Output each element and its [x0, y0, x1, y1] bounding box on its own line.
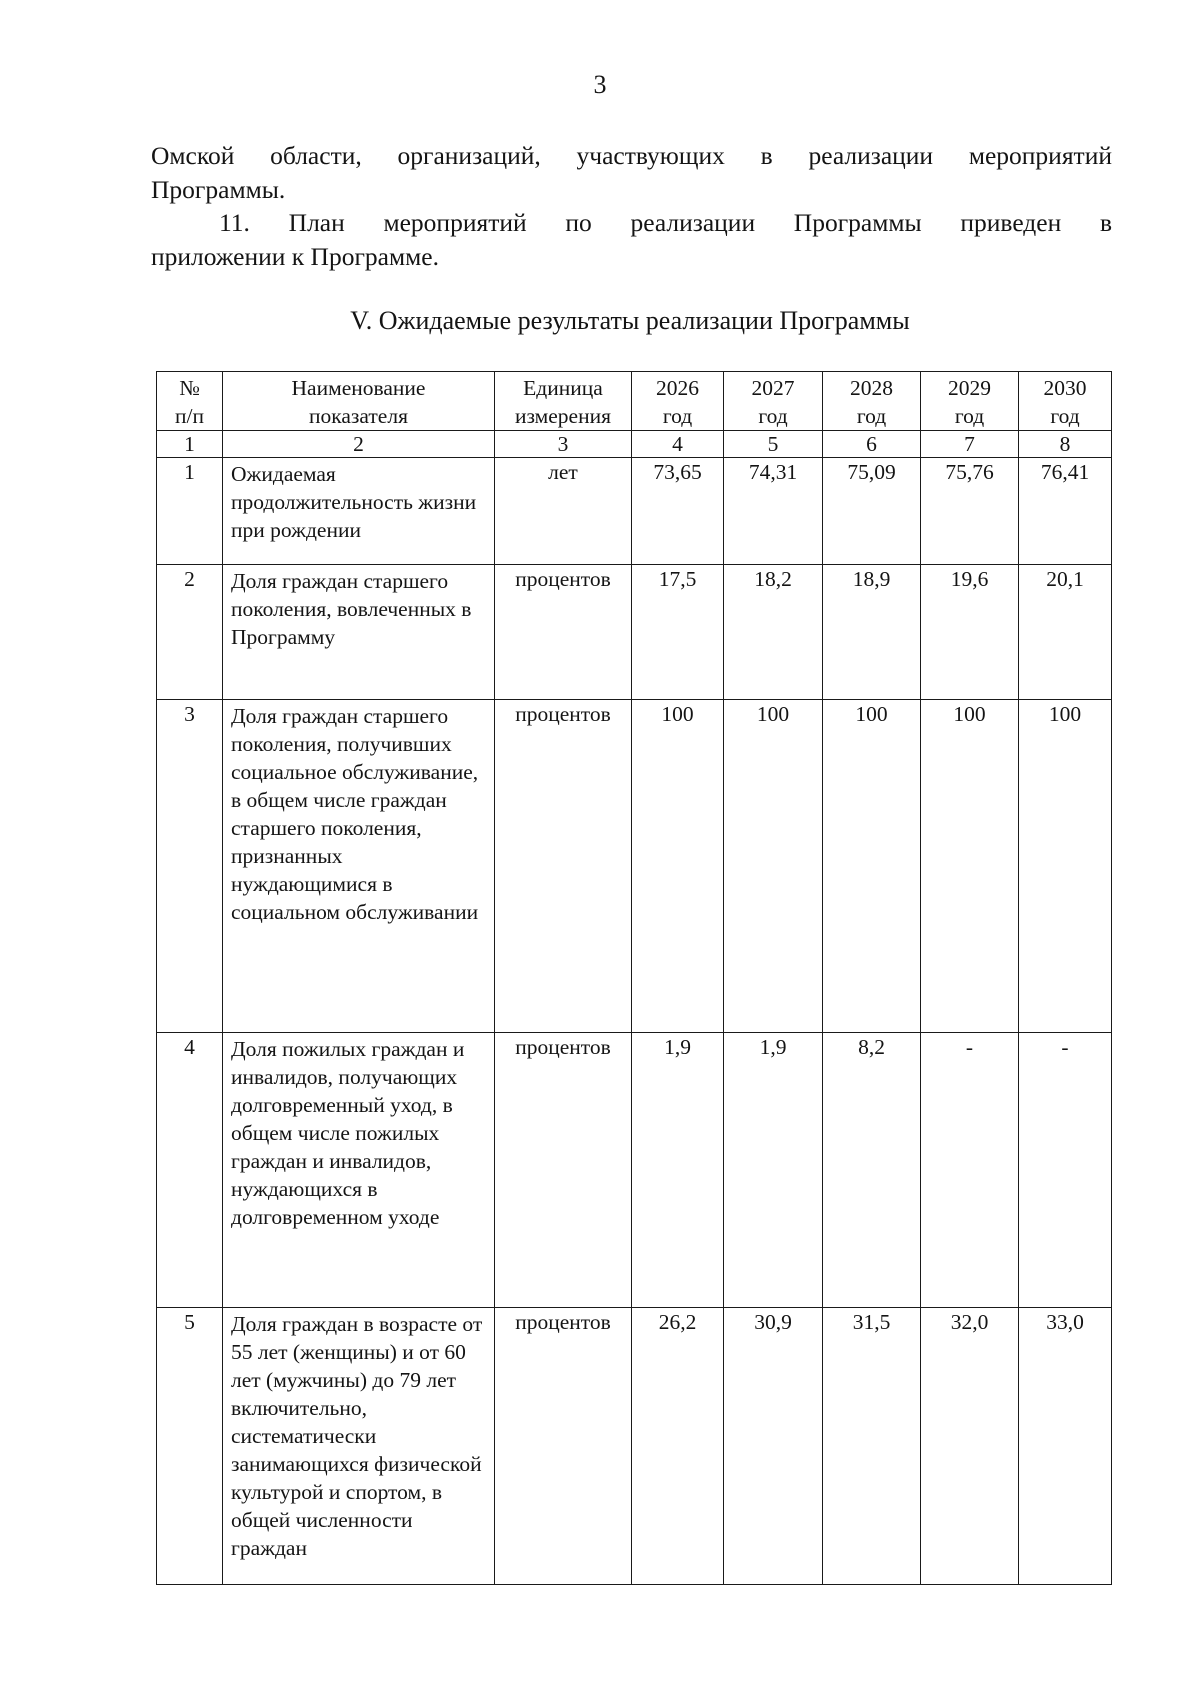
row-number: 3 [157, 700, 223, 1033]
indicator-name: Доля граждан старшего поколения, вовлеченных в Программу [223, 565, 495, 700]
value-2026: 1,9 [632, 1033, 724, 1308]
value-2026: 73,65 [632, 458, 724, 565]
column-index: 6 [823, 431, 921, 458]
value-2026: 17,5 [632, 565, 724, 700]
header-unit [495, 372, 632, 431]
value-2028: 75,09 [823, 458, 921, 565]
indicator-name: Доля граждан старшего поколения, получивших социальное обслуживание, в общем числе граждан старшего поколения, признанных нуждающимися в социальном обслуживании [223, 700, 495, 1033]
row-number: 1 [157, 458, 223, 565]
value-2029: 100 [921, 700, 1019, 1033]
header-text: п/п [175, 404, 204, 428]
table-header-row [157, 372, 1112, 431]
row-number: 4 [157, 1033, 223, 1308]
intro-line-2: Программы. [151, 175, 286, 204]
indicator-name: Ожидаемая продолжительность жизни при рождении [223, 458, 495, 565]
header-text: год [662, 404, 693, 428]
value-2027: 1,9 [724, 1033, 823, 1308]
intro-line-1: Омской области, организаций, участвующих в реализации мероприятий [151, 141, 1112, 170]
header-year-2027 [724, 372, 823, 431]
unit-cell: процентов [495, 1033, 632, 1308]
value-2027: 74,31 [724, 458, 823, 565]
header-text: 2028 [850, 376, 893, 400]
intro-line-3: 11. План мероприятий по реализации Программы приведен в [219, 208, 1112, 237]
table-row [157, 565, 1112, 700]
column-index: 4 [632, 431, 724, 458]
column-index: 1 [157, 431, 223, 458]
unit-cell: процентов [495, 565, 632, 700]
header-year-2026 [632, 372, 724, 431]
unit-cell: процентов [495, 700, 632, 1033]
value-2028: 100 [823, 700, 921, 1033]
value-2029: 75,76 [921, 458, 1019, 565]
header-text: Единица [523, 376, 603, 400]
header-name [223, 372, 495, 431]
indicator-name: Доля пожилых граждан и инвалидов, получающих долговременный уход, в общем числе пожилых граждан и инвалидов, нуждающихся в долговременном уходе [223, 1033, 495, 1308]
header-text: измерения [514, 404, 612, 428]
value-2030: 20,1 [1019, 565, 1112, 700]
value-2029: 19,6 [921, 565, 1019, 700]
column-index: 7 [921, 431, 1019, 458]
value-2030: 33,0 [1019, 1308, 1112, 1585]
column-index: 8 [1019, 431, 1112, 458]
value-2030: 100 [1019, 700, 1112, 1033]
header-text: 2027 [751, 376, 795, 400]
header-text: показателя [309, 404, 408, 428]
unit-cell: лет [495, 458, 632, 565]
column-index: 2 [223, 431, 495, 458]
column-index: 3 [495, 431, 632, 458]
value-2028: 18,9 [823, 565, 921, 700]
table-row [157, 1033, 1112, 1308]
value-2030: - [1019, 1033, 1112, 1308]
value-2027: 30,9 [724, 1308, 823, 1585]
indicator-name: Доля граждан в возрасте от 55 лет (женщины) и от 60 лет (мужчины) до 79 лет включительно, систематически занимающихся физической культурой и спортом, в общей численности граждан [223, 1308, 495, 1585]
header-text: год [1050, 404, 1080, 428]
value-2028: 31,5 [823, 1308, 921, 1585]
value-2027: 100 [724, 700, 823, 1033]
value-2029: 32,0 [921, 1308, 1019, 1585]
header-text: год [954, 404, 985, 428]
header-text: № [179, 376, 200, 400]
table-row [157, 458, 1112, 565]
column-index: 5 [724, 431, 823, 458]
unit-cell: процентов [495, 1308, 632, 1585]
header-text: год [758, 404, 788, 428]
section-title: V. Ожидаемые результаты реализации Программы [350, 306, 910, 335]
header-text: год [856, 404, 887, 428]
header-year-2029 [921, 372, 1019, 431]
header-num [157, 372, 223, 431]
header-text: 2026 [656, 376, 699, 400]
row-number: 5 [157, 1308, 223, 1585]
value-2027: 18,2 [724, 565, 823, 700]
header-year-2030 [1019, 372, 1112, 431]
header-text: 2030 [1043, 376, 1087, 400]
value-2026: 26,2 [632, 1308, 724, 1585]
value-2030: 76,41 [1019, 458, 1112, 565]
intro-line-4: приложении к Программе. [151, 242, 439, 271]
value-2026: 100 [632, 700, 724, 1033]
results-table [156, 371, 1112, 1585]
page-number: 3 [593, 70, 607, 99]
value-2029: - [921, 1033, 1019, 1308]
header-text: 2029 [948, 376, 991, 400]
header-text: Наименование [291, 376, 426, 400]
column-index-row [157, 431, 1112, 458]
value-2028: 8,2 [823, 1033, 921, 1308]
row-number: 2 [157, 565, 223, 700]
header-year-2028 [823, 372, 921, 431]
table-row [157, 1308, 1112, 1585]
table-row [157, 700, 1112, 1033]
